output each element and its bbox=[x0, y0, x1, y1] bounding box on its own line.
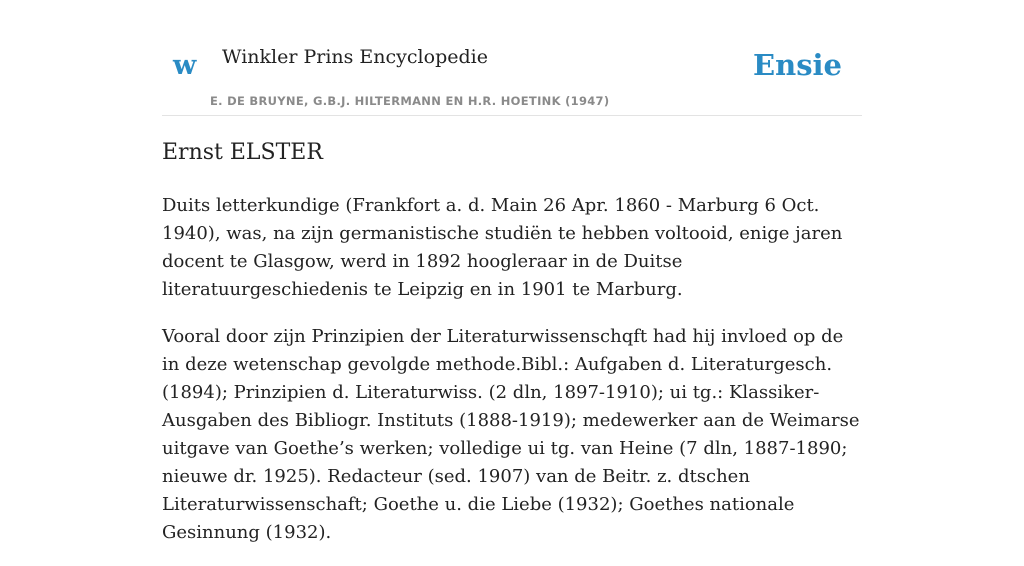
authors-line: E. DE BRUYNE, G.B.J. HILTERMANN EN H.R. HOETINK (1947) bbox=[210, 94, 610, 108]
article-title: Ernst ELSTER bbox=[162, 140, 323, 165]
article-paragraph: Duits letterkundige (Frankfort a. d. Main 26 Apr. 1860 - Marburg 6 Oct. 1940), was, na zijn germanistische studiën te hebben voltooid, enige jaren docent te Glasgow, werd in 1892 hoogleraar in de Duitse literatuurgeschiedenis te Leipzig en in 1901 te Marburg. bbox=[162, 195, 843, 300]
article-body bbox=[162, 192, 862, 566]
logo-icon[interactable]: w bbox=[173, 50, 197, 81]
content-column bbox=[162, 0, 862, 543]
article-paragraph: Vooral door zijn Prinzipien der Literaturwissenschqft had hij invloed op de in deze wetenschap gevolgde methode.Bibl.: Aufgaben d. Literaturgesch. (1894); Prinzipien d. Literaturwiss. (2 dln, 1897-1910); ui tg.: Klassiker-Ausgaben des Bibliogr. Instituts (1888-1919); medewerker aan de Weimarse uitgave van Goethe’s werken; volledige ui tg. van Heine (7 dln, 1887-1890; nieuwe dr. 1925). Redacteur (sed. 1907) van de Beitr. z. dtschen Literaturwissenschaft; Goethe u. die Liebe (1932); Goethes nationale Gesinnung (1932). bbox=[162, 326, 860, 543]
site-title[interactable]: Winkler Prins Encyclopedie bbox=[222, 46, 488, 68]
brand-logo[interactable]: Ensie bbox=[753, 48, 842, 82]
site-header bbox=[162, 0, 862, 116]
